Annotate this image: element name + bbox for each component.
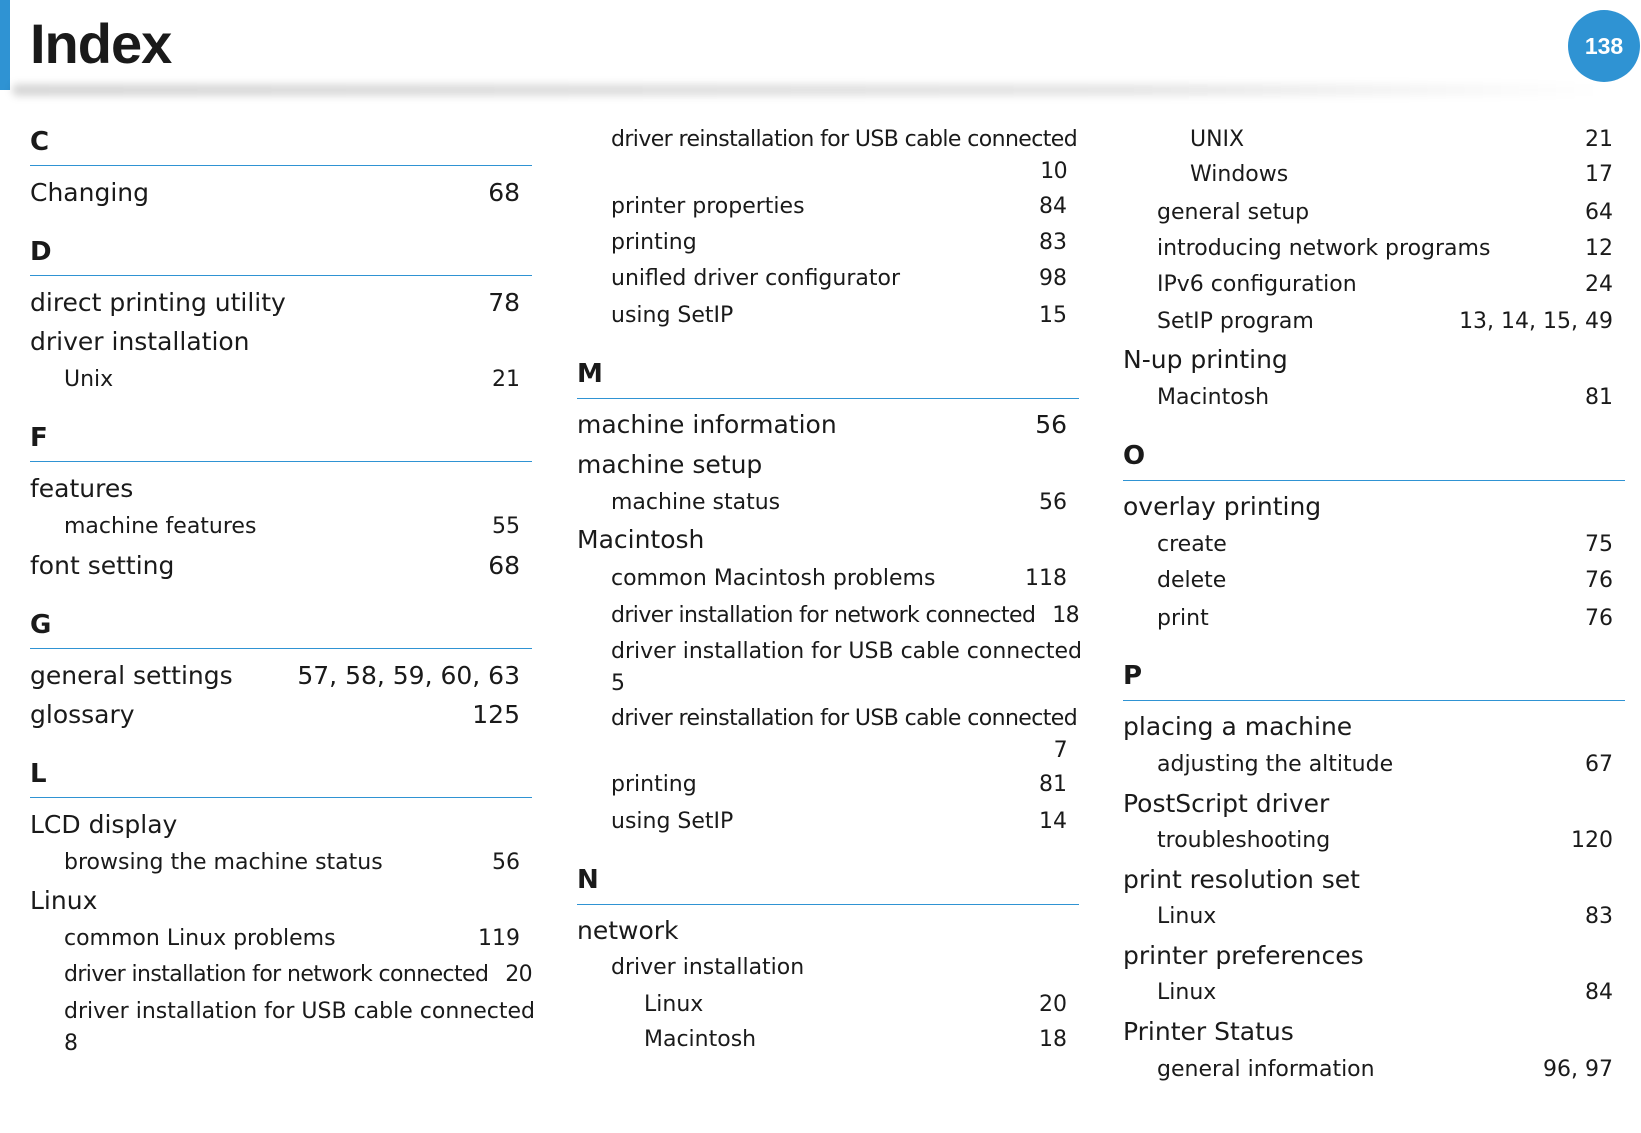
- index-entry: machine information 56: [577, 410, 1067, 439]
- section-rule: [30, 275, 532, 276]
- header-accent-bar: [0, 0, 10, 90]
- index-subentry: driver installation for USB cable connected 5: [611, 639, 1082, 696]
- section-rule: [1123, 700, 1625, 701]
- section-rule: [577, 904, 1079, 905]
- index-subentry: machine status 56: [611, 490, 1067, 515]
- index-subentry: Linux 83: [1157, 904, 1613, 929]
- index-subentry: delete 76: [1157, 568, 1613, 593]
- section-letter-g: G: [30, 610, 52, 640]
- section-rule: [577, 398, 1079, 399]
- index-entry: direct printing utility 78: [30, 288, 520, 317]
- section-letter-c: C: [30, 127, 50, 157]
- index-subentry: printing 81: [611, 772, 1067, 797]
- section-letter-f: F: [30, 423, 48, 453]
- index-subentry: machine features 55: [64, 514, 520, 539]
- page-number-badge: 138: [1568, 10, 1640, 82]
- index-subentry: printing 83: [611, 230, 1067, 255]
- index-subentry: driver installation for network connected 20: [64, 962, 532, 987]
- section-letter-o: O: [1123, 441, 1146, 471]
- index-subentry: Linux 20: [644, 992, 1067, 1017]
- index-subentry: Linux 84: [1157, 980, 1613, 1005]
- index-column-1: [30, 0, 535, 1133]
- index-subentry: troubleshooting 120: [1157, 828, 1613, 853]
- index-subentry: general setup 64: [1157, 200, 1613, 225]
- index-subentry: general information 96, 97: [1157, 1057, 1613, 1082]
- index-entry: PostScript driver: [1123, 789, 1330, 818]
- index-column-2: [577, 0, 1082, 1133]
- index-entry: font setting 68: [30, 551, 520, 580]
- index-subentry: introducing network programs 12: [1157, 236, 1613, 261]
- index-subentry: create 75: [1157, 532, 1613, 557]
- index-entry: LCD display: [30, 810, 178, 839]
- index-subentry: Macintosh 18: [644, 1027, 1067, 1052]
- index-subentry: driver reinstallation for USB cable connected 7: [611, 706, 1078, 763]
- index-subentry: common Linux problems 119: [64, 926, 520, 951]
- index-entry: placing a machine: [1123, 712, 1353, 741]
- section-rule: [30, 648, 532, 649]
- section-letter-p: P: [1123, 661, 1143, 691]
- index-column-3: [1123, 0, 1625, 1133]
- index-entry: N-up printing: [1123, 345, 1288, 374]
- index-subentry: Windows 17: [1190, 162, 1613, 187]
- index-entry: Printer Status: [1123, 1017, 1294, 1046]
- index-entry: print resolution set: [1123, 865, 1360, 894]
- page-title: Index: [30, 12, 172, 75]
- index-subentry: unifled driver configurator 98: [611, 266, 1067, 291]
- index-entry: Macintosh: [577, 525, 705, 554]
- section-rule: [1123, 480, 1625, 481]
- index-entry: machine setup: [577, 450, 763, 479]
- index-entry: printer preferences: [1123, 941, 1364, 970]
- section-letter-m: M: [577, 359, 603, 389]
- section-rule: [30, 461, 532, 462]
- index-subentry: using SetIP 15: [611, 303, 1067, 328]
- section-letter-d: D: [30, 237, 52, 267]
- index-entry: overlay printing: [1123, 492, 1322, 521]
- section-letter-n: N: [577, 865, 599, 895]
- index-subentry: browsing the machine status 56: [64, 850, 520, 875]
- index-subentry: adjusting the altitude 67: [1157, 752, 1613, 777]
- index-subentry: using SetIP 14: [611, 809, 1067, 834]
- section-rule: [30, 797, 532, 798]
- index-entry: Changing 68: [30, 178, 520, 207]
- index-subentry: Macintosh 81: [1157, 385, 1613, 410]
- index-subentry: driver installation for network connected 18: [611, 603, 1079, 628]
- index-entry: glossary 125: [30, 700, 520, 729]
- index-subentry: driver installation: [611, 955, 805, 980]
- index-subentry: printer properties 84: [611, 194, 1067, 219]
- index-entry: Linux: [30, 886, 98, 915]
- index-subentry: common Macintosh problems 118: [611, 566, 1067, 591]
- index-entry: general settings 57, 58, 59, 60, 63: [30, 661, 520, 690]
- index-subentry: print 76: [1157, 606, 1613, 631]
- index-subentry: SetIP program 13, 14, 15, 49: [1157, 309, 1613, 334]
- index-subentry: Unix 21: [64, 367, 520, 392]
- section-letter-l: L: [30, 759, 47, 789]
- index-subentry: driver installation for USB cable connected 8: [64, 999, 535, 1056]
- index-subentry: UNIX 21: [1190, 127, 1613, 152]
- index-entry: network: [577, 916, 679, 945]
- index-subentry: IPv6 configuration 24: [1157, 272, 1613, 297]
- section-rule: [30, 165, 532, 166]
- index-subentry: driver reinstallation for USB cable connected 10: [611, 127, 1078, 184]
- index-entry: features: [30, 474, 134, 503]
- index-entry: driver installation: [30, 327, 250, 356]
